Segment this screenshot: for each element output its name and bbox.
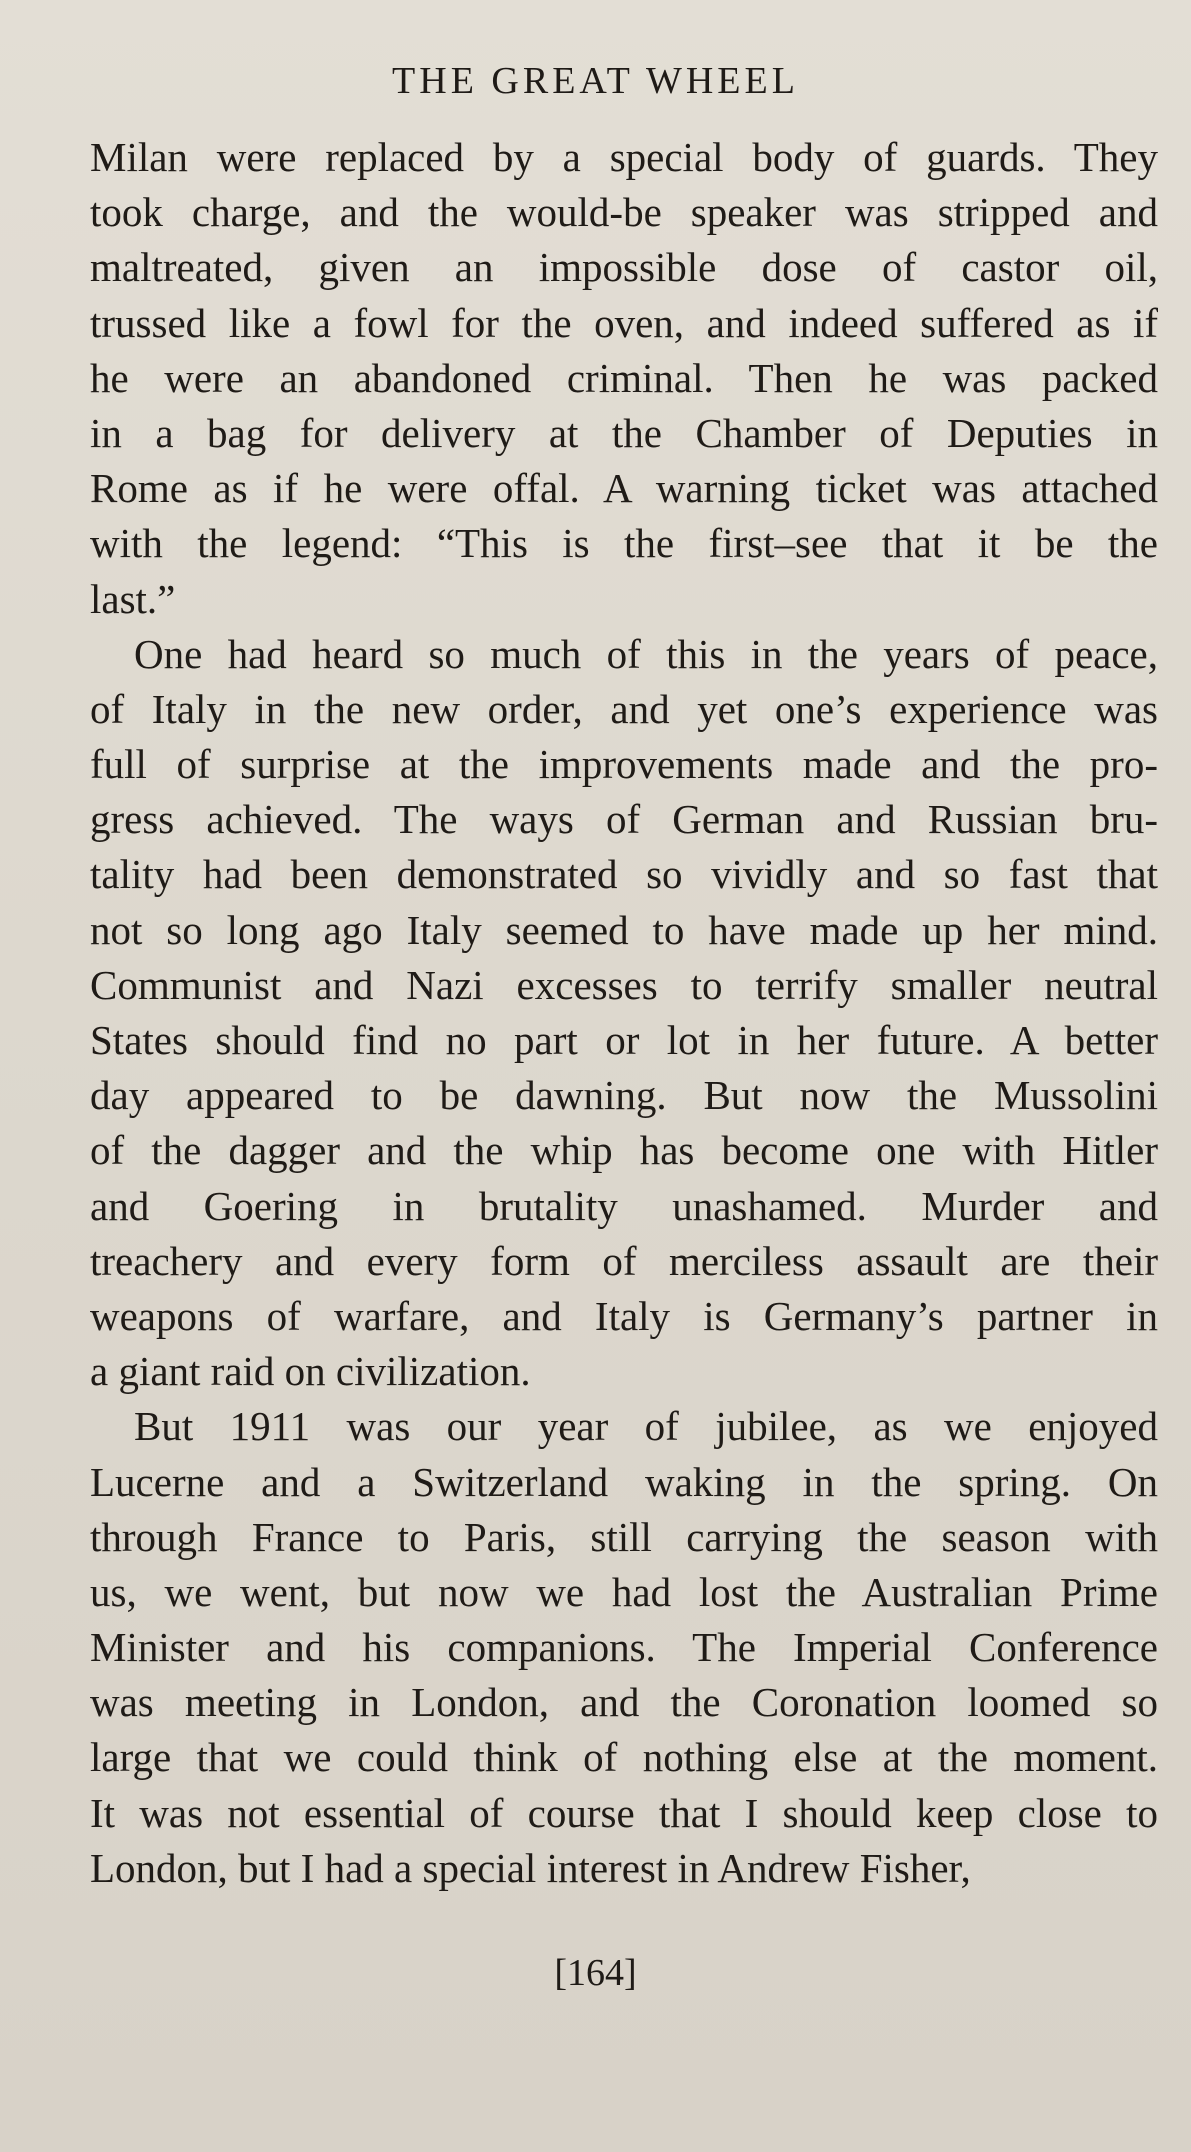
text-line: large that we could think of nothing else at the moment. (90, 1734, 1158, 1781)
text-line: last.” (90, 575, 176, 622)
text-line: But 1911 was our year of jubilee, as we enjoyed (134, 1403, 1158, 1450)
text-line: weapons of warfare, and Italy is Germany’s partner in (90, 1292, 1158, 1339)
text-line: States should find no part or lot in her future. A better (90, 1017, 1158, 1063)
text-line: of the dagger and the whip has become one with Hitler (90, 1127, 1158, 1174)
text-line: and Goering in brutality unashamed. Murder and (90, 1182, 1158, 1229)
text-line: through France to Paris, still carrying the season with (90, 1513, 1158, 1560)
text-line: maltreated, given an impossible dose of castor oil, (90, 244, 1158, 291)
text-line: not so long ago Italy seemed to have made up her mind. (90, 906, 1158, 953)
text-line: us, we went, but now we had lost the Australian Prime (90, 1568, 1158, 1615)
text-line: he were an abandoned criminal. Then he was packed (90, 354, 1158, 401)
running-head: THE GREAT WHEEL (392, 60, 799, 102)
text-line: Milan were replaced by a special body of guards. They (90, 134, 1158, 180)
paragraph (90, 130, 1158, 627)
text-line: with the legend: “This is the first–see that it be the (90, 520, 1158, 567)
text-line: took charge, and the would-be speaker was stripped and (90, 189, 1158, 236)
text-line: tality had been demonstrated so vividly and so fast that (90, 851, 1158, 898)
text-line: was meeting in London, and the Coronation loomed so (90, 1679, 1158, 1726)
text-line: a giant raid on civilization. (90, 1348, 531, 1395)
text-line: gress achieved. The ways of German and Russian bru- (90, 796, 1158, 843)
text-line: day appeared to be dawning. But now the Mussolini (90, 1072, 1158, 1119)
text-line: Rome as if he were offal. A warning ticket was attached (90, 465, 1158, 512)
text-line: One had heard so much of this in the years of peace, (134, 630, 1158, 677)
text-line: It was not essential of course that I should keep close to (90, 1789, 1158, 1836)
text-line: Minister and his companions. The Imperial Conference (90, 1624, 1158, 1671)
page-number: [164] (554, 1952, 637, 1994)
paragraph (90, 627, 1158, 1400)
text-line: Communist and Nazi excesses to terrify smaller neutral (90, 961, 1158, 1008)
text-line: trussed like a fowl for the oven, and indeed suffered as if (90, 299, 1158, 346)
text-line: full of surprise at the improvements made and the pro- (90, 741, 1158, 788)
text-line: treachery and every form of merciless assault are their (90, 1237, 1158, 1284)
text-line: in a bag for delivery at the Chamber of Deputies in (90, 409, 1158, 456)
text-line: London, but I had a special interest in Andrew Fisher, (90, 1844, 971, 1891)
paragraph (90, 1399, 1158, 1896)
text-line: Lucerne and a Switzerland waking in the spring. On (90, 1458, 1158, 1505)
body-text (90, 130, 1158, 1896)
text-line: of Italy in the new order, and yet one’s experience was (90, 685, 1158, 732)
